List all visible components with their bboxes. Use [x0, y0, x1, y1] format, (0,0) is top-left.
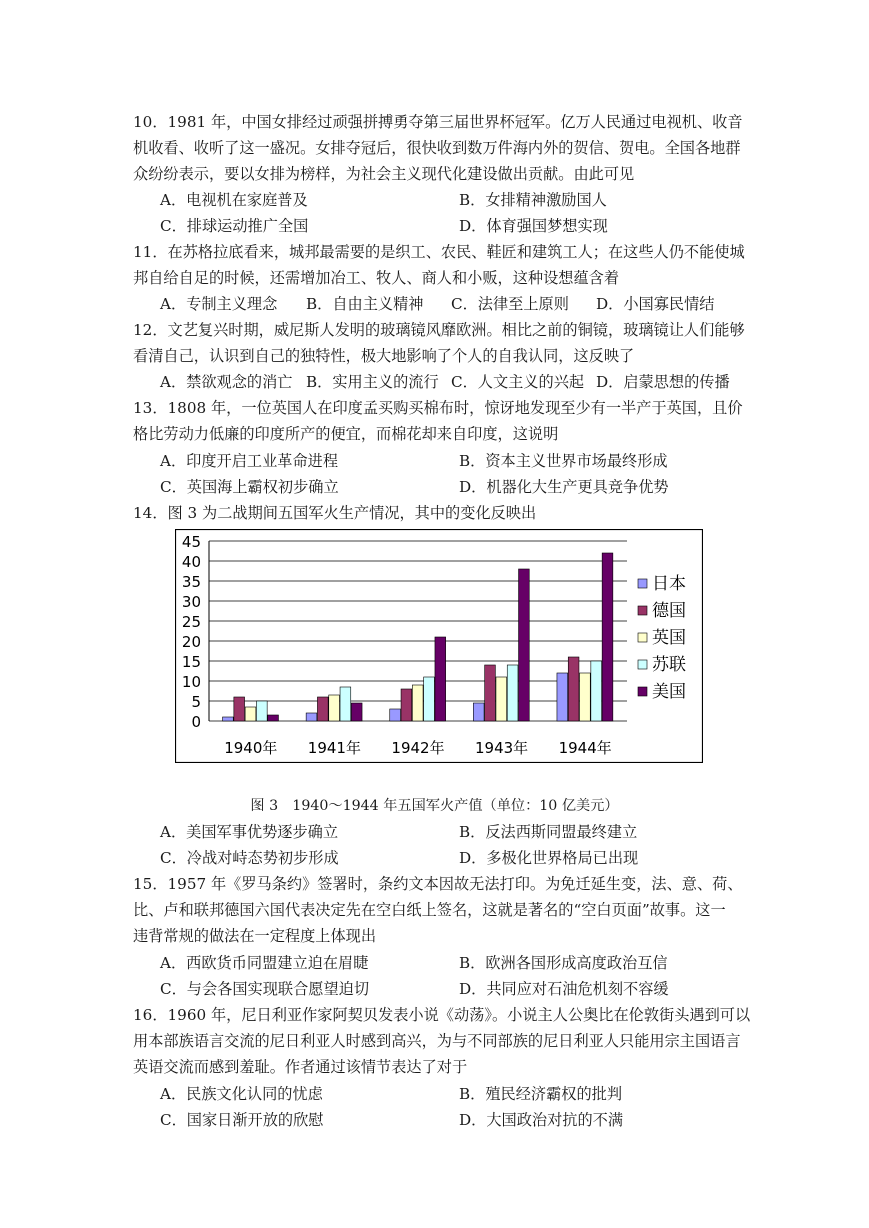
- q12-option-d: D．启蒙思想的传播: [596, 373, 730, 391]
- q13-option-a: A．印度开启工业革命进程: [160, 452, 339, 470]
- q10-option-c: C．排球运动推广全国: [160, 217, 309, 235]
- y-tick-label: 25: [181, 613, 201, 631]
- question-12-line-1: 12．文艺复兴时期，威尼斯人发明的玻璃镜风靡欧洲。相比之前的铜镜，玻璃镜让人们能够: [133, 321, 745, 339]
- q10-option-b: B．女排精神激励国人: [459, 191, 607, 209]
- q14-option-c: C．冷战对峙态势初步形成: [160, 849, 339, 867]
- question-10-line-1: 10．1981 年，中国女排经过顽强拼搏勇夺第三届世界杯冠军。亿万人民通过电视机、收音: [133, 113, 743, 131]
- y-tick-label: 10: [181, 673, 201, 691]
- bar-美国-1942年: [435, 637, 446, 721]
- military-production-chart: [175, 529, 703, 767]
- bar-苏联-1940年: [256, 701, 267, 721]
- bar-英国-1942年: [412, 685, 423, 721]
- y-tick-label: 30: [181, 593, 201, 611]
- x-tick-label: 1941年: [307, 739, 361, 757]
- legend-swatch-美国: [638, 687, 647, 696]
- question-10-line-2: 机收看、收听了这一盛况。女排夺冠后，很快收到数万件海内外的贺信、贺电。全国各地群: [133, 139, 741, 157]
- y-tick-label: 40: [181, 553, 201, 571]
- question-12-line-2: 看清自己，认识到自己的独特性，极大地影响了个人的自我认同，这反映了: [133, 347, 635, 365]
- question-16-line-1: 16．1960 年，尼日利亚作家阿契贝发表小说《动荡》。小说主人公奥比在伦敦街头遇到可以: [133, 1006, 751, 1024]
- bar-日本-1942年: [390, 709, 401, 721]
- bar-苏联-1941年: [340, 687, 351, 721]
- legend-label-日本: 日本: [652, 574, 686, 594]
- y-tick-label: 5: [191, 693, 201, 711]
- y-tick-label: 35: [181, 573, 201, 591]
- q15-option-a: A．西欧货币同盟建立迫在眉睫: [160, 954, 369, 972]
- q11-option-a: A．专制主义理念: [160, 295, 278, 313]
- legend-swatch-英国: [638, 633, 647, 642]
- q12-option-a: A．禁欲观念的消亡: [160, 373, 293, 391]
- q16-option-b: B．殖民经济霸权的批判: [459, 1085, 623, 1103]
- bar-英国-1944年: [580, 673, 591, 721]
- q14-option-a: A．美国军事优势逐步确立: [160, 823, 339, 841]
- question-11-line-1: 11．在苏格拉底看来，城邦最需要的是织工、农民、鞋匠和建筑工人；在这些人仍不能使城: [133, 243, 745, 261]
- y-tick-label: 15: [181, 653, 201, 671]
- q16-option-a: A．民族文化认同的忧虑: [160, 1085, 323, 1103]
- bar-美国-1941年: [351, 703, 362, 721]
- figure-3-caption: 图 3 1940～1944 年五国军火产值（单位：10 亿美元）: [250, 798, 619, 814]
- bar-日本-1941年: [306, 713, 317, 721]
- question-13-line-2: 格比劳动力低廉的印度所产的便宜，而棉花却来自印度，这说明: [133, 425, 559, 443]
- q15-option-c: C．与会各国实现联合愿望迫切: [160, 980, 370, 998]
- bar-德国-1942年: [401, 689, 412, 721]
- q11-option-b: B．自由主义精神: [306, 295, 424, 313]
- question-13-line-1: 13．1808 年，一位英国人在印度孟买购买棉布时，惊讶地发现至少有一半产于英国，且价: [133, 399, 743, 417]
- bar-英国-1940年: [245, 707, 256, 721]
- bar-德国-1941年: [317, 697, 328, 721]
- legend-label-英国: 英国: [652, 628, 686, 648]
- q15-option-d: D．共同应对石油危机刻不容缓: [459, 980, 669, 998]
- x-tick-label: 1940年: [224, 739, 278, 757]
- q16-option-c: C．国家日渐开放的欣慰: [160, 1111, 324, 1129]
- q14-option-b: B．反法西斯同盟最终建立: [459, 823, 638, 841]
- q10-option-d: D．体育强国梦想实现: [459, 217, 608, 235]
- legend-label-美国: 美国: [652, 682, 686, 702]
- question-15-line-2: 比、卢和联邦德国六国代表决定先在空白纸上签名，这就是著名的“空白页面”故事。这一: [133, 901, 726, 919]
- y-tick-label: 0: [191, 713, 201, 731]
- y-tick-label: 20: [181, 633, 201, 651]
- question-11-line-2: 邦自给自足的时候，还需增加冶工、牧人、商人和小贩，这种设想蕴含着: [133, 269, 619, 287]
- y-tick-label: 45: [181, 533, 201, 551]
- bar-德国-1940年: [234, 697, 245, 721]
- question-14-line-1: 14．图 3 为二战期间五国军火生产情况，其中的变化反映出: [133, 504, 537, 522]
- bar-日本-1944年: [557, 673, 568, 721]
- q16-option-d: D．大国政治对抗的不满: [459, 1111, 624, 1129]
- bar-苏联-1943年: [507, 665, 518, 721]
- q15-option-b: B．欧洲各国形成高度政治互信: [459, 954, 668, 972]
- legend-swatch-苏联: [638, 660, 647, 669]
- q10-option-a: A．电视机在家庭普及: [160, 191, 308, 209]
- legend-label-德国: 德国: [652, 601, 686, 621]
- bar-日本-1940年: [223, 717, 234, 721]
- x-tick-label: 1943年: [475, 739, 529, 757]
- q11-option-d: D．小国寡民情结: [596, 295, 715, 313]
- bar-苏联-1944年: [591, 661, 602, 721]
- bar-美国-1943年: [519, 569, 530, 721]
- x-tick-label: 1942年: [391, 739, 445, 757]
- legend-swatch-日本: [638, 579, 647, 588]
- bar-英国-1943年: [496, 677, 507, 721]
- legend-label-苏联: 苏联: [652, 655, 686, 675]
- bar-德国-1943年: [485, 665, 496, 721]
- q13-option-c: C．英国海上霸权初步确立: [160, 478, 339, 496]
- bar-美国-1944年: [602, 553, 613, 721]
- x-tick-label: 1944年: [558, 739, 612, 757]
- q11-option-c: C．法律至上原则: [451, 295, 569, 313]
- q13-option-d: D．机器化大生产更具竞争优势: [459, 478, 669, 496]
- bar-德国-1944年: [568, 657, 579, 721]
- question-16-line-3: 英语交流而感到羞耻。作者通过该情节表达了对于: [133, 1058, 468, 1076]
- question-10-line-3: 众纷纷表示，要以女排为榜样，为社会主义现代化建设做出贡献。由此可见: [133, 165, 635, 183]
- question-15-line-1: 15．1957 年《罗马条约》签署时，条约文本因故无法打印。为免迁延生变，法、意、荷、: [133, 875, 743, 893]
- bar-日本-1943年: [473, 703, 484, 721]
- question-16-line-2: 用本部族语言交流的尼日利亚人时感到高兴，为与不同部族的尼日利亚人只能用宗主国语言: [133, 1032, 741, 1050]
- bar-苏联-1942年: [424, 677, 435, 721]
- legend-swatch-德国: [638, 606, 647, 615]
- bar-英国-1941年: [329, 695, 340, 721]
- q13-option-b: B．资本主义世界市场最终形成: [459, 452, 668, 470]
- q14-option-d: D．多极化世界格局已出现: [459, 849, 639, 867]
- q12-option-b: B．实用主义的流行: [306, 373, 439, 391]
- question-15-line-3: 违背常规的做法在一定程度上体现出: [133, 927, 376, 945]
- q12-option-c: C．人文主义的兴起: [451, 373, 585, 391]
- bar-美国-1940年: [268, 715, 279, 721]
